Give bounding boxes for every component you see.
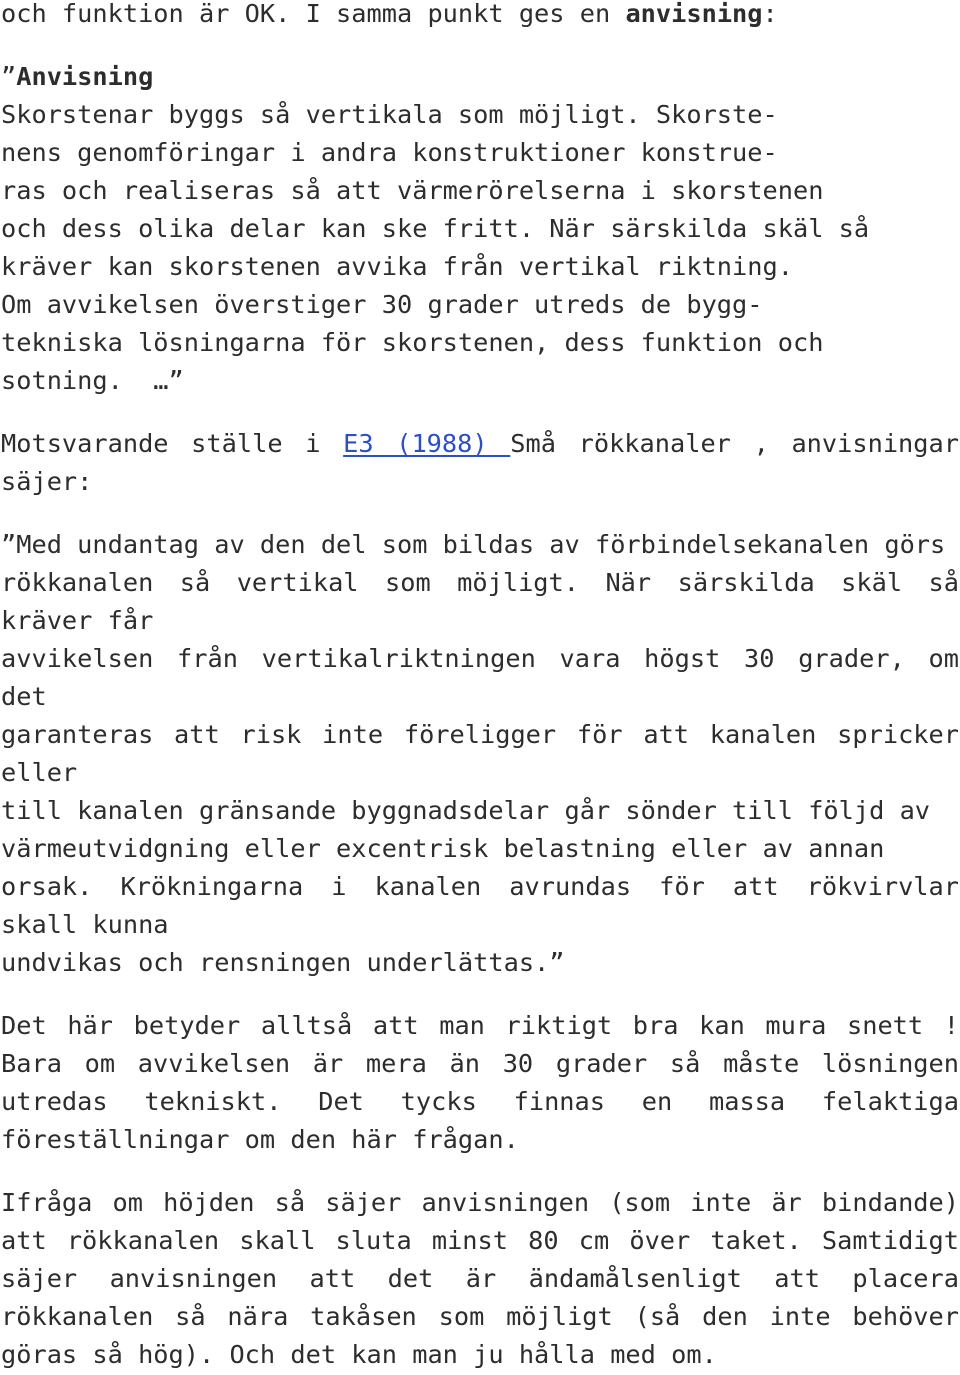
article-body: [1, 0, 959, 1374]
text-line: till kanalen gränsande byggnadsdelar går sönder till följd av: [1, 796, 931, 826]
text-line: avvikelsen från vertikalriktningen vara högst 30 grader, om: [1, 644, 959, 674]
text-line: tekniska lösningarna för skorstenen, dess funktion och: [1, 328, 824, 358]
text-line: utredas tekniskt. Det tycks finnas en massa felaktiga: [1, 1087, 959, 1117]
text-line: sotning. …”: [1, 366, 184, 396]
intro-text: och funktion är OK. I samma punkt ges en: [1, 0, 626, 28]
e3-1988-link[interactable]: E3 (1988): [343, 429, 511, 459]
text-line: kräver får: [1, 606, 154, 636]
text-line: eller: [1, 758, 78, 788]
height-paragraph: [1, 1184, 959, 1374]
text-line: Om avvikelsen överstiger 30 grader utreds de bygg-: [1, 290, 763, 320]
text-line: kräver kan skorstenen avvika från vertikal riktning.: [1, 252, 793, 282]
text-line: undvikas och rensningen underlättas.”: [1, 948, 565, 978]
reference-title: Små rökkanaler , anvisningar: [510, 429, 959, 459]
quote-heading: [1, 58, 959, 96]
text-line: säjer:: [1, 467, 93, 497]
anvisning-quote: [1, 58, 959, 400]
text-line: och dess olika delar kan ske fritt. När särskilda skäl så: [1, 214, 870, 244]
text-line: rökkanalen så nära takåsen som möjligt (så den inte behöver: [1, 1302, 959, 1332]
reference-paragraph: [1, 425, 959, 501]
text-line: orsak. Krökningarna i kanalen avrundas för att rökvirvlar: [1, 872, 959, 902]
text-line: rökkanalen så vertikal som möjligt. När särskilda skäl så: [1, 568, 959, 598]
text-line: göras så hög). Och det kan man ju hålla med om.: [1, 1340, 717, 1370]
text-line: Skorstenar byggs så vertikala som möjligt. Skorste-: [1, 100, 778, 130]
text-line: ”Med undantag av den del som bildas av förbindelsekanalen görs: [1, 530, 946, 560]
text-line: att rökkanalen skall sluta minst 80 cm över taket. Samtidigt: [1, 1226, 959, 1256]
heading-anvisning: Anvisning: [16, 62, 154, 92]
text-line: garanteras att risk inte föreligger för att kanalen spricker: [1, 720, 959, 750]
reference-text: Motsvarande ställe i: [1, 429, 344, 459]
text-line: skall kunna: [1, 910, 169, 940]
intro-colon: :: [762, 0, 778, 28]
text-line: Det här betyder alltså att man riktigt bra kan mura snett !: [1, 1011, 959, 1041]
e3-quote: [1, 526, 959, 982]
text-line: ras och realiseras så att värmerörelserna i skorstenen: [1, 176, 824, 206]
commentary-paragraph: [1, 1007, 959, 1159]
text-line: värmeutvidgning eller excentrisk belastning eller av annan: [1, 834, 885, 864]
text-line: Bara om avvikelsen är mera än 30 grader så måste lösningen: [1, 1049, 959, 1079]
bold-term: anvisning: [625, 0, 763, 28]
text-line: nens genomföringar i andra konstruktioner konstrue-: [1, 138, 778, 168]
text-line: föreställningar om den här frågan.: [1, 1125, 519, 1155]
open-quote: ”: [1, 62, 17, 92]
text-line: [1, 0, 959, 33]
text-line: säjer anvisningen att det är ändamålsenligt att placera: [1, 1264, 959, 1294]
text-line: [1, 425, 959, 463]
text-line: Ifråga om höjden så säjer anvisningen (som inte är bindande): [1, 1188, 959, 1218]
intro-paragraph: [1, 0, 959, 33]
text-line: det: [1, 682, 47, 712]
